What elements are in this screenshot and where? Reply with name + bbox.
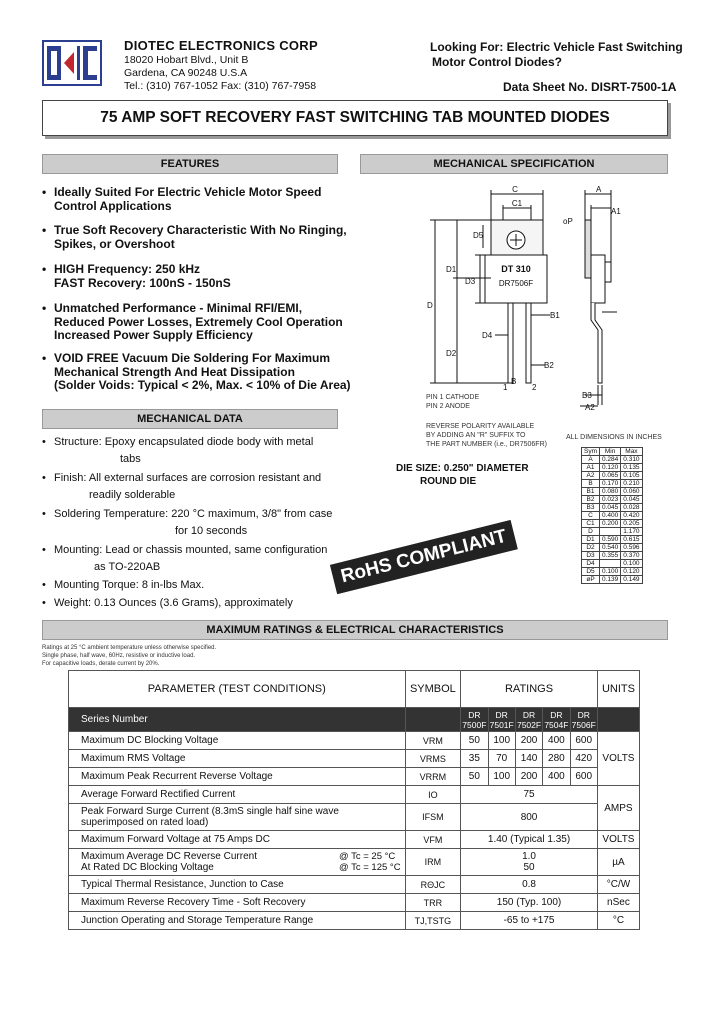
dim-cell: 0.596 <box>621 544 642 552</box>
series-prefix: DR <box>468 709 481 720</box>
rating-value: 800 <box>520 811 538 823</box>
table-row <box>69 831 640 849</box>
rating-cell: 600 <box>570 732 597 750</box>
param-text: Maximum DC Blocking Voltage <box>81 735 219 746</box>
mechanical-item <box>42 542 352 576</box>
label-B1: B1 <box>550 311 560 320</box>
feature-item <box>42 186 352 213</box>
rating-cell: 420 <box>570 750 597 768</box>
dim-cell: D5 <box>582 568 600 576</box>
ratings-heading: MAXIMUM RATINGS & ELECTRICAL CHARACTERISTICS <box>42 620 668 640</box>
label-D4: D4 <box>482 331 493 340</box>
label-D2: D2 <box>446 349 457 358</box>
dim-cell: 0.540 <box>600 544 621 552</box>
bullet-icon: • <box>42 508 46 520</box>
param-text-2: At Rated DC Blocking Voltage <box>81 862 214 873</box>
rohs-stamp: RoHS COMPLIANT <box>330 520 518 594</box>
bullet-icon: • <box>42 472 46 484</box>
dim-cell <box>600 528 621 536</box>
rating-cell <box>461 912 598 930</box>
param-conditions <box>339 851 401 873</box>
rating-value-2: 50 <box>523 862 535 873</box>
param-cell <box>69 750 406 768</box>
dim-cell: 0.023 <box>600 496 621 504</box>
series-prefix: DR <box>577 709 590 720</box>
series-col <box>488 708 515 732</box>
param-cell <box>69 912 406 930</box>
param-cell <box>69 849 406 876</box>
pin1-label: PIN 1 CATHODE <box>426 394 480 401</box>
bullet-icon: • <box>42 436 46 448</box>
polarity-note-2: BY ADDING AN "R" SUFFIX TO <box>426 432 526 439</box>
series-code: 7501F <box>489 719 514 730</box>
dim-row <box>582 504 643 512</box>
dim-cell: 0.105 <box>621 472 642 480</box>
series-col <box>543 708 570 732</box>
rating-cell <box>461 849 598 876</box>
param-text: Maximum Average DC Reverse Current <box>81 851 257 862</box>
symbol-cell: VRMS <box>405 750 461 768</box>
company-name: DIOTEC ELECTRONICS CORP <box>124 38 318 53</box>
dim-cell: D2 <box>582 544 600 552</box>
label-D3: D3 <box>465 277 476 286</box>
ratings-note-3: For capacitive loads, derate current by 20%. <box>42 661 160 667</box>
die-size-line-2: ROUND DIE <box>420 476 477 487</box>
feature-item <box>42 352 352 393</box>
part-label-2: DR7506F <box>498 279 534 288</box>
dim-cell: C <box>582 512 600 520</box>
unit-cell: nSec <box>597 894 639 912</box>
series-code: 7506F <box>571 719 596 730</box>
rating-cell: 50 <box>461 768 488 786</box>
series-code: 7504F <box>544 719 569 730</box>
pin2-label: PIN 2 ANODE <box>426 403 470 410</box>
rating-cell <box>461 804 598 831</box>
series-prefix: DR <box>550 709 563 720</box>
dim-cell: 0.100 <box>621 560 642 568</box>
bullet-icon: • <box>42 351 47 365</box>
feature-line: VOID FREE Vacuum Die Soldering For Maximum <box>54 351 331 365</box>
mechanical-line: Mounting Torque: 8 in-lbs Max. <box>54 579 205 591</box>
label-pin2: 2 <box>532 383 537 392</box>
rating-value: -65 to +175 <box>503 915 555 926</box>
dim-cell: 0.045 <box>600 504 621 512</box>
param-cell <box>69 804 406 831</box>
feature-line: Reduced Power Losses, Extremely Cool Operation <box>54 314 343 329</box>
feature-line: Control Applications <box>54 198 172 213</box>
rating-cell: 35 <box>461 750 488 768</box>
table-row <box>69 912 640 930</box>
dim-cell: 0.045 <box>621 496 642 504</box>
table-row <box>69 768 640 786</box>
rating-cell <box>461 876 598 894</box>
rating-cell: 100 <box>488 768 515 786</box>
die-size-line-1: DIE SIZE: 0.250" DIAMETER <box>396 463 529 474</box>
dim-header-min: Min <box>600 448 621 456</box>
symbol-cell: TJ,TSTG <box>405 912 461 930</box>
company-address-2: Gardena, CA 90248 U.S.A <box>124 67 248 79</box>
table-row <box>69 876 640 894</box>
label-pin1: 1 <box>503 383 508 392</box>
mechanical-line: Soldering Temperature: 220 °C maximum, 3/8" from case <box>54 508 333 520</box>
unit-cell: VOLTS <box>597 831 639 849</box>
feature-line: Increased Power Supply Efficiency <box>54 328 253 342</box>
rating-cell: 600 <box>570 768 597 786</box>
dim-cell: 1.170 <box>621 528 642 536</box>
param-cell <box>69 876 406 894</box>
dim-row <box>582 552 643 560</box>
rating-cell <box>461 786 598 804</box>
dim-cell: 0.284 <box>600 456 621 464</box>
feature-item <box>42 302 352 343</box>
dim-cell: B <box>582 480 600 488</box>
mechanical-item <box>42 506 352 540</box>
unit-cell: µA <box>597 849 639 876</box>
dim-cell: 0.420 <box>621 512 642 520</box>
series-code: 7500F <box>462 719 487 730</box>
dim-row <box>582 512 643 520</box>
rating-value: 1.0 <box>522 851 536 862</box>
symbol-cell: TRR <box>405 894 461 912</box>
dim-cell: 0.355 <box>600 552 621 560</box>
label-D1: D1 <box>446 265 457 274</box>
symbol-cell: RΘJC <box>405 876 461 894</box>
table-row <box>69 750 640 768</box>
mechanical-line: tabs <box>120 453 141 465</box>
series-col <box>515 708 542 732</box>
label-D: D <box>427 301 433 310</box>
param-text: Peak Forward Surge Current (8.3mS single half sine wave <box>81 806 339 817</box>
dim-cell: B1 <box>582 488 600 496</box>
dim-cell: 0.210 <box>621 480 642 488</box>
table-row <box>69 786 640 804</box>
mechanical-item <box>42 470 352 504</box>
looking-for-line-1: Looking For: Electric Vehicle Fast Switching <box>430 40 683 54</box>
ratings-note-1: Ratings at 25 °C ambient temperature unless otherwise specified. <box>42 645 217 651</box>
symbol-cell: VRM <box>405 732 461 750</box>
rating-cell <box>461 831 598 849</box>
mechanical-line: Structure: Epoxy encapsulated diode body with metal <box>54 436 314 448</box>
dim-cell: B2 <box>582 496 600 504</box>
polarity-note-1: REVERSE POLARITY AVAILABLE <box>426 423 535 430</box>
bullet-icon: • <box>42 301 47 315</box>
series-col <box>570 708 597 732</box>
company-logo <box>42 40 102 86</box>
polarity-note-3: THE PART NUMBER (i.e., DR7506FR) <box>426 441 547 448</box>
rating-cell <box>461 894 598 912</box>
dim-cell: 0.590 <box>600 536 621 544</box>
rating-value: 0.8 <box>522 879 536 890</box>
feature-line: Mechanical Strength And Heat Dissipation <box>54 364 295 379</box>
series-symbol-cell <box>405 708 461 732</box>
feature-line: HIGH Frequency: 250 kHz <box>54 262 201 276</box>
dim-cell: 0.135 <box>621 464 642 472</box>
dim-cell: D3 <box>582 552 600 560</box>
label-A1: A1 <box>611 207 621 216</box>
series-number-label: Series Number <box>69 708 406 732</box>
company-address-1: 18020 Hobart Blvd., Unit B <box>124 54 249 66</box>
dim-cell: A <box>582 456 600 464</box>
dim-row <box>582 480 643 488</box>
rating-cell: 400 <box>543 768 570 786</box>
mechanical-line: as TO-220AB <box>94 561 161 573</box>
dim-cell: 0.310 <box>621 456 642 464</box>
dim-row <box>582 496 643 504</box>
param-cell <box>69 894 406 912</box>
param-text: Junction Operating and Storage Temperature Range <box>81 915 314 926</box>
label-C1: C1 <box>511 199 523 208</box>
dim-cell: D4 <box>582 560 600 568</box>
dim-cell: 0.205 <box>621 520 642 528</box>
header-symbol: SYMBOL <box>405 671 461 708</box>
table-row <box>69 894 640 912</box>
dim-cell: B3 <box>582 504 600 512</box>
mechanical-item <box>42 595 352 612</box>
dim-row <box>582 464 643 472</box>
param-text-2: superimposed on rated load) <box>81 817 209 828</box>
label-A: A <box>596 185 602 194</box>
mechanical-line: Mounting: Lead or chassis mounted, same configuration <box>54 544 328 556</box>
dim-cell: 0.065 <box>600 472 621 480</box>
series-prefix: DR <box>495 709 508 720</box>
rating-cell: 100 <box>488 732 515 750</box>
feature-line: True Soft Recovery Characteristic With No Ringing, <box>54 223 347 237</box>
dim-cell: 0.139 <box>600 576 621 584</box>
series-code: 7502F <box>516 719 542 730</box>
label-B2: B2 <box>544 361 554 370</box>
dim-cell: 0.200 <box>600 520 621 528</box>
dim-cell: 0.120 <box>600 464 621 472</box>
dim-row <box>582 472 643 480</box>
bullet-icon: • <box>42 597 46 609</box>
table-row <box>69 804 640 831</box>
table-row <box>69 849 640 876</box>
dim-row <box>582 544 643 552</box>
table-row <box>69 732 640 750</box>
param-text: Maximum Forward Voltage at 75 Amps DC <box>81 834 270 845</box>
dim-row <box>582 520 643 528</box>
mechanical-data-heading: MECHANICAL DATA <box>42 409 338 429</box>
pin-labels <box>426 393 479 411</box>
label-D5: D5 <box>473 231 484 240</box>
dimension-table <box>581 447 643 584</box>
param-text: Maximum RMS Voltage <box>81 753 186 764</box>
ratings-notes <box>42 644 216 668</box>
label-C: C <box>512 185 518 194</box>
ratings-note-2: Single phase, half wave, 60Hz, resistive or inductive load. <box>42 653 196 659</box>
param-cell <box>69 786 406 804</box>
dim-cell: A2 <box>582 472 600 480</box>
dim-cell: 0.170 <box>600 480 621 488</box>
param-cell <box>69 831 406 849</box>
label-B: B <box>511 377 517 386</box>
param-cell <box>69 768 406 786</box>
datasheet-number: Data Sheet No. DISRT-7500-1A <box>503 80 677 94</box>
rating-value: 150 (Typ. 100) <box>496 897 562 908</box>
dim-cell: 0.400 <box>600 512 621 520</box>
dim-row <box>582 576 643 584</box>
bullet-icon: • <box>42 544 46 556</box>
symbol-cell: VRRM <box>405 768 461 786</box>
dim-cell: 0.100 <box>600 568 621 576</box>
condition-1: @ Tc = 25 °C <box>338 851 396 862</box>
rating-cell: 200 <box>515 768 542 786</box>
mechanical-line: readily solderable <box>89 489 176 501</box>
symbol-cell: IO <box>405 786 461 804</box>
symbol-cell: VFM <box>405 831 461 849</box>
features-heading: FEATURES <box>42 154 338 174</box>
feature-line: (Solder Voids: Typical < 2%, Max. < 10% of Die Area) <box>54 378 351 392</box>
dim-cell: 0.060 <box>621 488 642 496</box>
rating-value: 75 <box>523 789 535 800</box>
dim-header-max: Max <box>621 448 642 456</box>
series-prefix: DR <box>522 709 536 720</box>
dim-cell: 0.120 <box>621 568 642 576</box>
polarity-note <box>426 422 547 449</box>
company-phone: Tel.: (310) 767-1052 Fax: (310) 767-7958 <box>124 80 317 92</box>
dim-cell: 0.615 <box>621 536 642 544</box>
ratings-table <box>68 670 640 930</box>
param-text: Maximum Reverse Recovery Time - Soft Recovery <box>81 897 306 908</box>
param-cell <box>69 732 406 750</box>
rating-cell: 400 <box>543 732 570 750</box>
looking-for <box>430 40 690 70</box>
mech-spec-heading: MECHANICAL SPECIFICATION <box>360 154 668 174</box>
param-text: Maximum Peak Recurrent Reverse Voltage <box>81 771 273 782</box>
feature-line: Ideally Suited For Electric Vehicle Motor Speed <box>54 185 322 199</box>
param-text: Average Forward Rectified Current <box>81 789 236 800</box>
mechanical-line: for 10 seconds <box>175 525 248 537</box>
series-units-cell <box>597 708 639 732</box>
dim-row <box>582 528 643 536</box>
dim-caption: ALL DIMENSIONS IN INCHES <box>566 434 662 441</box>
condition-2: @ Tc = 125 °C <box>338 862 401 873</box>
mechanical-line: Finish: All external surfaces are corrosion resistant and <box>54 472 322 484</box>
dim-row <box>582 536 643 544</box>
rating-value: 1.40 (Typical 1.35) <box>487 834 571 845</box>
feature-line: Unmatched Performance - Minimal RFI/EMI, <box>54 301 303 315</box>
dim-row <box>582 456 643 464</box>
dim-cell: 0.028 <box>621 504 642 512</box>
part-label-1: DT 310 <box>501 264 531 274</box>
dim-row <box>582 488 643 496</box>
rating-cell: 70 <box>488 750 515 768</box>
dim-cell: 0.080 <box>600 488 621 496</box>
mechanical-item <box>42 577 352 594</box>
package-drawing <box>395 180 675 420</box>
mechanical-line: Weight: 0.13 Ounces (3.6 Grams), approximately <box>54 597 293 609</box>
bullet-icon: • <box>42 262 47 276</box>
dim-header-sym: Sym <box>582 448 600 456</box>
symbol-cell: IRM <box>405 849 461 876</box>
unit-cell: °C/W <box>597 876 639 894</box>
feature-item <box>42 224 352 251</box>
dim-cell: C1 <box>582 520 600 528</box>
param-text: Typical Thermal Resistance, Junction to Case <box>81 879 284 890</box>
unit-cell: AMPS <box>597 786 639 831</box>
series-col <box>461 708 488 732</box>
feature-line: Spikes, or Overshoot <box>54 236 175 251</box>
dim-cell <box>600 560 621 568</box>
looking-for-line-2: Motor Control Diodes? <box>432 55 562 69</box>
feature-item <box>42 263 352 290</box>
dim-cell: øP <box>582 576 600 584</box>
rating-cell: 280 <box>543 750 570 768</box>
mechanical-item <box>42 434 352 468</box>
header-units: UNITS <box>597 671 639 708</box>
dim-cell: D <box>582 528 600 536</box>
unit-cell: VOLTS <box>597 732 639 786</box>
header-ratings: RATINGS <box>461 671 598 708</box>
dim-cell: D1 <box>582 536 600 544</box>
bullet-icon: • <box>42 223 47 237</box>
dim-row <box>582 568 643 576</box>
dim-cell: 0.370 <box>621 552 642 560</box>
feature-line: FAST Recovery: 100nS - 150nS <box>54 275 231 290</box>
dim-cell: A1 <box>582 464 600 472</box>
dim-cell: 0.149 <box>621 576 642 584</box>
rating-cell: 50 <box>461 732 488 750</box>
rating-cell: 200 <box>515 732 542 750</box>
die-size <box>396 462 529 488</box>
unit-cell: °C <box>597 912 639 930</box>
label-P: oP <box>563 217 573 226</box>
label-B3: B3 <box>582 391 592 400</box>
header-parameter: PARAMETER (TEST CONDITIONS) <box>69 671 406 708</box>
label-A2: A2 <box>585 403 595 412</box>
rating-cell: 140 <box>515 750 542 768</box>
dim-row <box>582 560 643 568</box>
bullet-icon: • <box>42 579 46 591</box>
bullet-icon: • <box>42 185 47 199</box>
page-title: 75 AMP SOFT RECOVERY FAST SWITCHING TAB MOUNTED DIODES <box>42 100 668 136</box>
symbol-cell: IFSM <box>405 804 461 831</box>
